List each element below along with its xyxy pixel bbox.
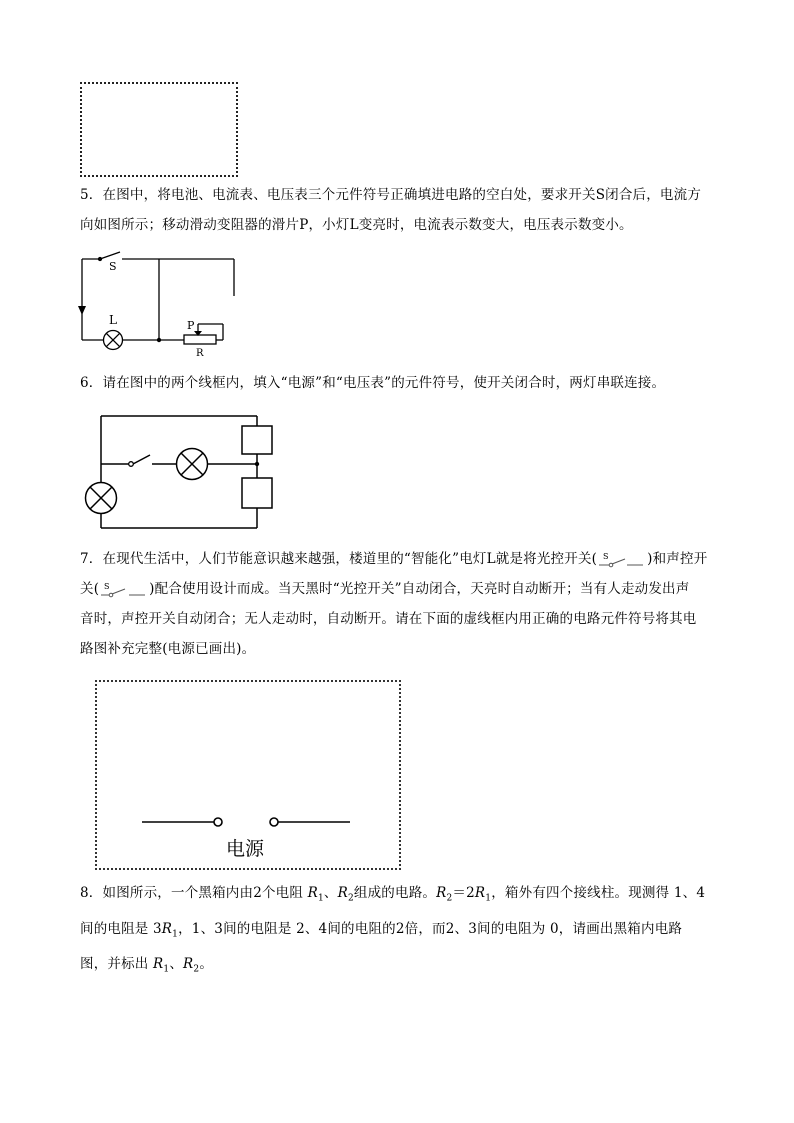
question-8	[80, 878, 720, 985]
q8-line-1c: ，箱外有四个接线柱。现测得 1、4	[491, 885, 706, 901]
l3-r2-subscript: 2	[193, 965, 200, 976]
sound-switch-label: S	[104, 581, 110, 591]
l3-r2-symbol: R	[183, 956, 194, 973]
q6-line-1: 6．请在图中的两个线框内，填入“电源”和“电压表”的元件符号，使开关闭合时，两灯串联连接。	[80, 375, 666, 391]
l3-sep: 、	[169, 956, 184, 973]
q8-line-1a: 8．如图所示，一个黑箱内由2个电阻	[80, 885, 304, 901]
sound-switch-symbol-icon	[99, 581, 149, 599]
l3-r1-symbol: R	[153, 956, 164, 973]
question-7	[80, 544, 720, 664]
answer-box-top	[80, 82, 238, 177]
q5-label-p: P	[187, 319, 195, 332]
question-6	[80, 368, 720, 398]
light-switch-label: S	[603, 551, 609, 561]
q7-line-3: 音时，声控开关自动闭合；无人走动时，自动断开。请在下面的虚线框内用正确的电路元件符号将其电	[80, 611, 697, 627]
q5-label-r: R	[196, 348, 204, 359]
r1-subscript: 1	[317, 893, 324, 904]
q8-sep-1: 、	[323, 885, 338, 901]
eq-r2-subscript: 2	[446, 893, 453, 904]
question-5	[80, 180, 720, 240]
l3-r1-subscript: 1	[163, 965, 170, 976]
q5-circuit-diagram	[70, 248, 250, 360]
q7-line-2a: 关(	[80, 581, 100, 597]
q7-line-4: 路图补充完整(电源已画出)。	[80, 641, 256, 657]
eq-r1-symbol: R	[474, 885, 486, 901]
q5-line-2: 向如图所示；移动滑动变阻器的滑片P，小灯L变亮时，电流表示数变大，电压表示数变小。	[80, 217, 633, 233]
l2-r-symbol: R	[161, 920, 173, 937]
q8-line-1	[80, 878, 720, 914]
q8-line-2	[80, 914, 720, 950]
q6-circuit-diagram	[80, 408, 280, 534]
q8-line-2a: 间的电阻是 3	[80, 920, 162, 937]
q7-line-1	[80, 544, 720, 574]
q8-line-1b: 组成的电路。	[353, 885, 437, 901]
eq-mid: ＝2	[452, 885, 475, 901]
r1-symbol: R	[307, 885, 318, 901]
q5-label-l: L	[109, 313, 117, 327]
power-source-label: 电源	[226, 838, 265, 860]
eq-r1-subscript: 1	[485, 893, 492, 904]
q8-line-2b: ，1、3间的电阻是 2、4间的电阻的2倍，而2、3间的电阻为 0，请画出黑箱内电路	[178, 920, 683, 937]
l3-end: 。	[199, 956, 214, 973]
q7-line-1b: )和声控开	[647, 551, 708, 567]
eq-r2-symbol: R	[436, 885, 447, 901]
q5-label-s: S	[109, 260, 117, 273]
q8-line-3a: 图，并标出	[80, 956, 149, 973]
q8-line-3	[80, 949, 720, 985]
q7-line-2	[80, 574, 720, 604]
light-switch-symbol-icon	[597, 551, 647, 569]
l2-r-subscript: 1	[172, 929, 179, 940]
r2-subscript: 2	[347, 893, 354, 904]
q5-line-1: 5．在图中，将电池、电流表、电压表三个元件符号正确填进电路的空白处，要求开关S闭合后，电流方	[80, 187, 702, 203]
power-source-terminals	[130, 810, 360, 834]
q7-line-2b: )配合使用设计而成。当天黑时“光控开关”自动闭合，天亮时自动断开；当有人走动发出声	[149, 581, 690, 597]
q7-line-1a: 7．在现代生活中，人们节能意识越来越强，楼道里的“智能化”电灯L就是将光控开关(	[80, 551, 598, 567]
r2-symbol: R	[337, 885, 348, 901]
